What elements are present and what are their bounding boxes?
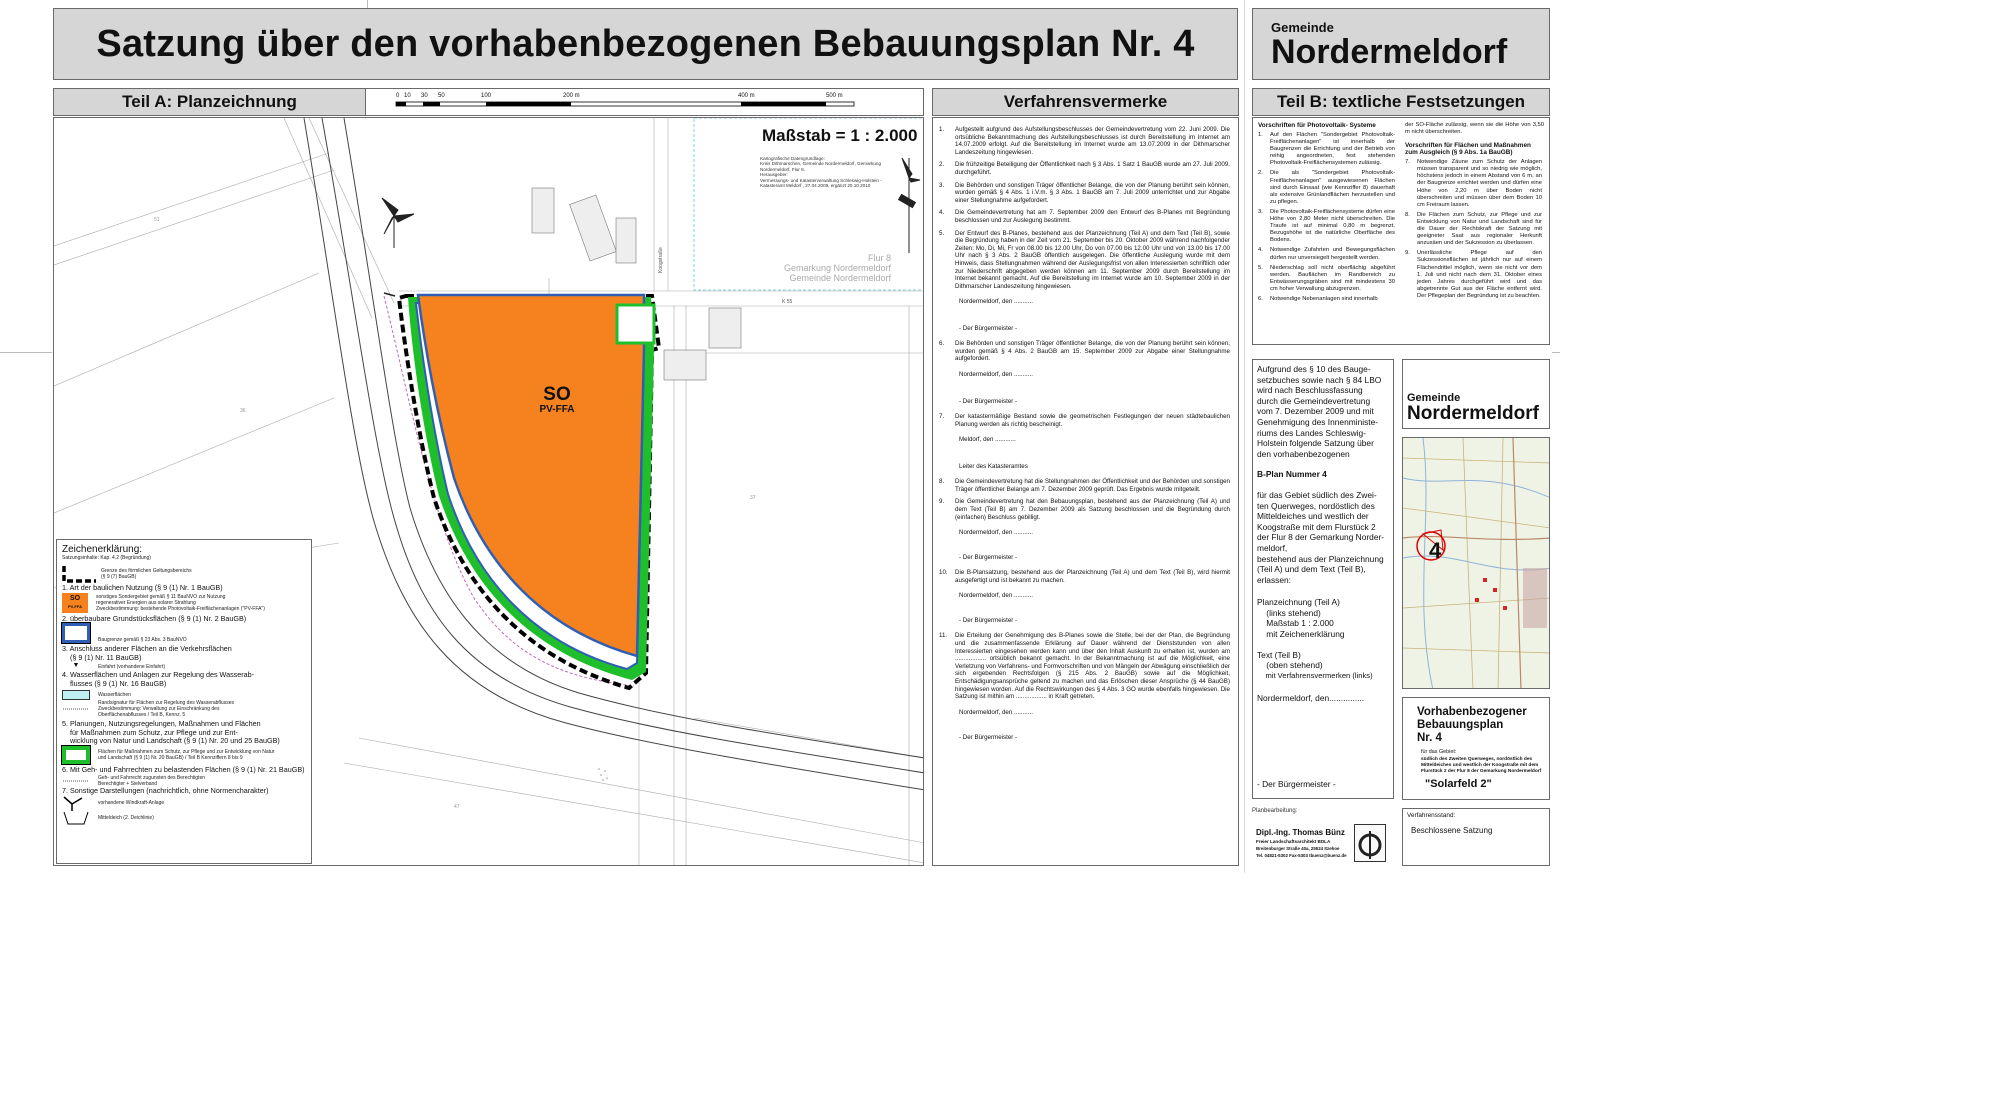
item-text: Die Gemeindevertretung hat den Bebauungsplan, bestehend aus der Planzeichnung (Teil A) und dem Text (Teil B) am 7. Dezember 2009 als Satzung beschlossen und die Begründung durch (einfachen) Beschluss gebilligt. [955,498,1230,521]
item-text: Aufgestellt aufgrund des Aufstellungsbeschlusses der Gemeindevertretung vom 22. Juni 2009. Die ortsübliche Bekanntmachung des Aufstellungsbeschlusses ist durch Bereitstellung im Internet am 14.07.2009 erfolgt. Auf die Bereitstellung im Internet wurde am 13.07.2009 in der Dithmarscher Landeszeitung hingewiesen. [955,126,1230,156]
textlich-item [1258,296,1397,303]
scale-tick: 30 [421,93,428,99]
verfahren-item [939,182,1232,205]
decree-line: Text (Teil B) [1257,649,1301,660]
legend-text: vorhandene Windkraft-Anlage [98,800,165,807]
decree-place: Nordermeldorf, den............... [1257,693,1365,704]
verfahren-item [939,569,1232,584]
item-number: 5. [939,229,945,237]
map-number: 4 [1429,538,1442,563]
textlich-item [1258,209,1397,244]
item-text: Die frühzeitige Beteiligung der Öffentlichkeit nach § 3 Abs. 1 Satz 1 BauGB wurde am 27. Juli 2009. durchgeführt. [955,161,1230,176]
decree-line: Koogstraße mit dem Flurstück 2 [1257,521,1376,532]
decree-line: Holstein folgende Satzung über [1257,438,1374,449]
legend-text: Flächen für Maßnahmen zum Schutz, zur Pflege und zur Entwicklung von Natur [98,748,275,755]
vb-area-line: südlich des Zweiten Querweges, nordöstlich des [1421,757,1533,762]
source-line: Herausgeber: [760,172,788,178]
legend-item-deich [62,811,306,825]
verfahren-header: Verfahrensvermerke [932,88,1239,116]
item-text: Die Erteilung der Genehmigung des B-Planes sowie die Stelle, bei der der Plan, die Begründung und die zusammenfassende Erklärung auf Dauer während der Dienststunden von allen Interessierten eingesehen werden kann und über den Inhalt Auskunft zu erhalten ist, wurden am .................. ortsüblich bekannt gemacht. In der Bekanntmachung ist auf die Möglichkeit, eine Verletzung von Verfahrens- und Formvorschriften und von Mängeln der Abwägung einschließlich der sich ergebenden Rechtsfolgen (§ 215 Abs. 2 BauGB) sowie auf die Möglichkeit, Entschädigungsansprüche geltend zu machen und das Erlöschen dieser Ansprüche (§ 44 BauGB) hingewiesen worden. Auf die Rechtswirkungen des § 4 Abs. 3 GO wurde ebenfalls hingewiesen. Die Satzung ist mithin am .................. in Kraft getreten. [955,632,1230,701]
main-title-box [53,8,1238,80]
scale-tick: 0 [396,93,400,99]
flur-label [781,253,891,283]
item-number: 6. [1258,295,1263,302]
legend-section: wicklung von Natur und Landschaft (§ 9 (1) Nr. 20 und 25 BauGB) [70,736,280,746]
decree-line: bestehend aus der Planzeichnung [1257,553,1384,564]
item-number: 8. [939,478,945,486]
decree-line: (oben stehend) [1257,660,1323,671]
textlich-continuation: der SO-Fläche zulässig, wenn sie die Höhe von 3,50 m nicht überschreiten. [1405,122,1544,136]
textlich-item [1258,265,1397,293]
item-text: Unerlässliche Pflege auf den Sukzessionsflächen ist jährlich nur auf einem Flächendrittel möglich, wenn sie nicht vor dem 1. Juli und nicht nach dem 31. Oktober eines jeden Jahres durchgeführt wird und das abgetrennte Gut aus der Fläche entfernt wird. Der Pflegeplan der Begründung ist zu beachten. [1417,250,1542,299]
item-number: 10. [939,569,948,577]
legend-text: Mitteldeich (2. Deichlinie) [98,815,154,822]
legend-text: Geh- und Fahrrecht zugunsten des Berechtigten [98,774,206,781]
scale-label: Maßstab = 1 : 2.000 [762,126,918,145]
source-line: Kreis Dithmarschen, Gemeinde Nordermeldorf, Gemarkung [760,161,882,167]
textlich-item [1258,247,1397,261]
item-number: 2. [1258,170,1263,177]
legend-item-fahrrecht [62,775,306,787]
verfahren-item [939,340,1232,363]
legend-section: 5. Planungen, Nutzungsregelungen, Maßnahmen und Flächen [62,719,261,729]
item-number: 4. [939,209,945,217]
sidebar-gemeinde-name: Nordermeldorf [1407,403,1539,424]
svg-text:47: 47 [454,804,460,810]
scale-tick: 200 m [563,93,580,99]
scale-tick: 50 [438,93,445,99]
item-text: Notwendige Nebenanlagen sind innerhalb [1270,295,1378,302]
gemeinde-label: Gemeinde [1271,19,1334,35]
decree-line: ten Querweges, nordöstlich des [1257,500,1375,511]
decree-line: (links stehend) [1257,607,1321,618]
gemeinde-title-box [1252,8,1550,80]
legend-text: Baugrenze gemäß § 23 Abs. 3 BauNVO [98,637,187,644]
decree-line: erlassen: [1257,574,1291,585]
legend-section: (§ 9 (1) Nr. 11 BauGB) [70,652,142,662]
scale-tick: 10 [404,93,411,99]
textlich-column-2 [1405,122,1544,340]
item-number: 5. [1258,264,1263,271]
item-text: Die Flächen zum Schutz, zur Pflege und zur Entwicklung von Natur und Landschaft sind für die Dauer der Rechtskraft der Satzung mit geeigneter Saat aus regionaler Herkunft anzusäen und der Sukzession zu überlassen. [1417,211,1542,247]
vb-area-line: Flurstück 2 der Flur 8 der Gemarkung Nordermeldorf [1421,769,1542,774]
item-text: Die Behörden und sonstigen Träger öffentlicher Belange, die von der Planung berührt sein können, wurden gemäß § 4 Abs. 1 i.V.m. § 3 Abs. 1 BauGB am 7. Juli 2009 unterrichtet und zur Abgabe einer Stellungnahme aufgefordert. [955,181,1230,204]
vb-title-line: Nr. 4 [1417,732,1442,744]
textlich-section-title: Vorschriften für Flächen und Maßnahmen zum Ausgleich (§ 9 Abs. 1a BauGB) [1405,142,1531,157]
plan-header: Teil A: Planzeichnung [53,88,366,116]
item-text: Die Gemeindevertretung hat am 7. September 2009 den Entwurf des B-Planes mit Begründung beschlossen und zur Auslegung bestimmt. [955,209,1230,224]
vb-for: für das Gebiet: [1421,749,1457,755]
item-text: Die Behörden und sonstigen Träger öffentlicher Belange, die von der Planung berührt sein können, wurden gemäß § 4 Abs. 2 BauGB am 15. September 2009 zur Abgabe einer Stellungnahme aufgefordert. [955,340,1230,363]
item-text: Die als "Sondergebiet Photovoltaik-Freiflächenanlagen" ausgewiesenen Flächen sind durch Einsaat (wie Kennziffer 8) dauerhaft als extensive Grünlandflächen herzustellen und zu pflegen. [1270,170,1395,205]
item-number: 3. [939,181,945,189]
planer-block [1252,808,1394,866]
decree-panel [1252,359,1394,799]
decree-line: Maßstab 1 : 2.000 [1257,618,1334,629]
flur-line: Gemeinde Nordermeldorf [789,273,891,283]
item-text: Die Photovoltaik-Freiflächensysteme dürfen eine Höhe von 2,80 Meter nicht überschreiten. Die Traufe ist auf minimal 0,80 m begrenzt. Bezugshöhe ist die natürliche Oberfläche des Bodens. [1270,208,1395,244]
legend-text: Berechtigter + Sielverband [98,780,158,787]
vb-title-line: Bebauungsplan [1417,719,1504,731]
item-number: 9. [939,498,945,506]
dike-line-icon [62,811,90,825]
place-date: Nordermeldorf, den ........... [959,529,1033,537]
signature-kataster: Leiter des Katasteramtes [959,463,1028,471]
k55-label: K 55 [782,299,793,305]
signature-mayor: - Der Bürgermeister - [959,325,1018,333]
decree-line: den vorhabenbezogenen [1257,448,1350,459]
source-line: Nordermeldorf, Flur 8. [760,166,805,172]
flur-line: Flur 8 [867,253,891,263]
sidebar-gemeinde-box [1402,359,1550,429]
vb-area [1409,757,1543,775]
decree-line: der Flur 8 der Gemarkung Norder- [1257,532,1385,543]
legend-text: Randsignatur für Flächen zur Regelung des Wasserabflusses [98,700,234,707]
page-title: Satzung über den vorhabenbezogenen Bebauungsplan Nr. 4 [96,22,1195,65]
legend-section: 7. Sonstige Darstellungen (nachrichtlich, ohne Normencharakter) [62,785,269,795]
item-number: 2. [939,161,945,169]
planer-name: Dipl.-Ing. Thomas Bünz [1256,828,1345,837]
so-label: SO [543,384,571,405]
legend-section: für Maßnahmen zum Schutz, zur Pflege und zur Ent- [70,727,238,737]
decree-line: vom 7. Dezember 2009 und mit [1257,406,1374,417]
signature-mayor: - Der Bürgermeister - [959,398,1018,406]
decree-line: Aufgrund des § 10 des Bauge- [1257,364,1371,374]
item-number: 1. [1258,132,1263,138]
textlich-column-1 [1258,122,1397,340]
decree-bplan: B-Plan Nummer 4 [1257,469,1327,480]
legend-section: 3. Anschluss anderer Flächen an die Verkehrsflächen [62,644,232,654]
right-of-way-icon [62,776,90,786]
legend-item-wind [62,795,306,811]
item-number: 8. [1405,211,1410,218]
legend-text: Oberflächenabflusses / Teil B, Kennz. 5 [98,712,186,719]
legend-text: Grenze des förmlichen Geltungsbereichs [101,568,192,574]
frame-line [1244,0,1245,873]
decree-line: mit Zeichenerklärung [1257,629,1345,640]
item-number: 3. [1258,208,1263,215]
textlich-item [1258,170,1397,205]
item-text: Der Entwurf des B-Planes, bestehend aus der Planzeichnung (Teil A) und dem Text (Teil B), sowie die Begründung haben in der Zeit vom 21. September bis 20. Oktober 2009 während nachfolgender Zeiten: Mo, Di, Mi, Fr von 08.00 bis 12.00 Uhr, Do von 07.00 bis 12.00 Uhr und von 13.00 bis 17.00 Uhr nach § 3 Abs. 2 BauGB öffentlich ausgelegen. Die öffentliche Auslegung wurde mit dem Hinweis, dass Stellungnahmen während der Auslegungsfrist von allen Interessierten schriftlich oder zur Niederschrift abgegeben werden können am 11. September 2009 durch Bereitstellung im Internet bekannt gemacht. Auf die Bereitstellung im Internet wurde am 10. September 2009 in der Dithmarscher Landeszeitung hingewiesen. [955,229,1230,290]
legend-text: und Landschaft (§ 9 (1) Nr. 20 BauGB) / Teil B Kennziffern 8 bis 9 [98,754,243,761]
location-map [1402,437,1550,689]
legend-section: 2. überbaubare Grundstücksflächen (§ 9 (1) Nr. 2 BauGB) [62,613,247,623]
legend-text: Zweckbestimmung: Verwaltung zur Einschränkung des [98,706,220,713]
legend-item-ausgleich [62,746,306,764]
planer-title: Freier Landschaftsarchitekt BDLA [1256,839,1331,844]
frame-line [1552,352,1560,353]
item-number: 6. [939,340,945,348]
flur-line: Gemarkung Nordermeldorf [783,263,891,273]
map-source [760,156,920,188]
legend-text: (§ 9 (7) BauGB) [101,574,137,580]
legend-item-wasser [62,690,306,700]
baugrenze-icon [62,623,90,643]
so-sub-label: PV-FFA [539,404,575,415]
item-text: Niederschlag soll nicht oberflächig abgeführt werden. Bauflächen im Randbereich zu Entwässerungsgräben sind mit mindestens 30 cm hoher Verwallung abzugrenzen. [1270,264,1395,292]
verfahren-item [939,209,1232,224]
verfahren-item [939,498,1232,521]
legend-text: sonstiges Sondergebiet gemäß § 11 BauNVO zur Nutzung [96,593,226,600]
place-date: Nordermeldorf, den ........... [959,371,1033,379]
legend-text: Zweckbestimmung: bestehende Photovoltaik-Freiflächenanlagen ("PV-FFA") [96,605,265,612]
sidebar-stand-box [1402,808,1550,866]
so-icon-sub: PV-FFA [67,603,82,609]
verfahren-item [939,478,1232,493]
decree-line: wird nach Beschlussfassung [1257,385,1363,396]
so-area-icon [62,593,88,613]
frame-line [367,0,368,8]
source-line: Kartografische Datengrundlage: [760,156,825,161]
gemeinde-name: Nordermeldorf [1271,32,1508,71]
scale-bar [366,88,924,116]
verfahren-item [939,126,1232,156]
road-label: Koogstraße [658,247,664,273]
decree-line: mit Verfahrensvermerken (links) [1257,670,1373,680]
item-number: 9. [1405,250,1410,257]
textlich-panel [1252,117,1550,345]
legend-section: 4. Wasserflächen und Anlagen zur Regelung des Wasserab- [62,669,255,679]
legend-text: Einfahrt (vorhandene Einfahrt) [98,663,165,670]
planer-logo [1354,824,1386,862]
so-icon-label: SO [69,594,81,602]
place-date-meldorf: Meldorf, den ............ [959,436,1016,444]
plan-panel [53,117,924,866]
water-area-icon [62,690,90,700]
textlich-item [1405,159,1544,209]
legend-section: 6. Mit Geh- und Fahrrechten zu belastenden Flächen (§ 9 (1) Nr. 21 BauGB) [62,764,305,774]
item-number: 11. [939,632,948,640]
place-date: Nordermeldorf, den ........... [959,592,1033,600]
frame-line [0,352,52,353]
source-line: Katasteramt Meldorf , 27.04.2009, ergänzt 20.10.2010 [760,183,871,189]
legend-section: 1. Art der baulichen Nutzung (§ 9 (1) Nr. 1 BauGB) [62,583,223,592]
decree-line: (Teil A) und dem Text (Teil B), [1257,564,1366,575]
legend-item-grenze [62,564,306,584]
planer-logo-icon [1355,825,1385,861]
place-date: Nordermeldorf, den ........... [959,298,1033,306]
decree-line: Mitteldeiches und westlich der [1257,511,1369,522]
location-map-graphic [1403,438,1550,689]
triangle-down-icon: ▼ [72,662,80,670]
item-number: 7. [1405,159,1410,166]
planbearbeitung-label: Planbearbeitung: [1252,808,1298,814]
legend [56,539,312,864]
item-text: Notwendige Zäune zum Schutz der Anlagen müssen transparent und so niedrig wie möglich, höchstens jedoch in einem Abstand von 6 m, an der Baugrenze errichtet werden und dürfen eine Höhe von 2,20 m über Boden nicht überschreiten und müssen über dem Boden 10 cm Freiraum lassen. [1417,159,1542,208]
decree-line: riums des Landes Schleswig- [1257,427,1366,438]
source-line: Vermessungs- und Katasterverwaltung Schleswig-Holstein - [760,177,882,183]
svg-text:36: 36 [240,408,246,414]
item-number: 7. [939,413,945,421]
item-text: Die B-Plansatzung, bestehend aus der Planzeichnung (Teil A) und dem Text (Teil B), wird hiermit ausgefertigt und ist bekannt zu machen. [955,569,1230,584]
legend-title: Zeichenerklärung: [62,544,143,555]
decree-line: für das Gebiet südlich des Zwei- [1257,489,1377,500]
decree-line: meldorf, [1257,542,1288,553]
scale-tick: 100 [481,93,492,99]
decree-line: Planzeichnung (Teil A) [1257,597,1340,608]
vb-title [1409,706,1543,745]
signature-mayor: - Der Bürgermeister - [959,554,1018,562]
edge-signature-icon [62,702,90,716]
planer-tel: Tel. 04821-5302 Fax-5303 tbuenz@buenz.de [1256,853,1347,858]
vb-area-line: Mitteldeiches und westlich der Koogstraße mit dem [1421,763,1539,768]
verfahren-panel [932,117,1239,866]
scale-tick: 400 m [738,93,755,99]
textlich-item [1405,212,1544,247]
item-number: 4. [1258,247,1263,254]
verfahren-item [939,161,1232,176]
wind-turbine-icon [62,795,90,811]
legend-item-so [62,593,306,613]
planer-address: Breitenburger Straße 40a, 25524 Itzehoe [1256,846,1340,851]
verfahren-item [939,632,1232,700]
so-area-label [532,385,582,415]
boundary-line-icon [62,564,98,584]
legend-item-baugrenze [62,623,306,643]
textlich-item [1258,132,1397,167]
legend-text: Wasserflächen [98,692,131,699]
verfahren-item [939,413,1232,428]
decree-line: Genehmigung des Innenministe- [1257,416,1379,427]
scale-tick: 500 m [826,93,843,99]
legend-subtitle: Satzungsinhalte: Kap. 4.2 (Begründung) [62,555,151,561]
textlich-header: Teil B: textliche Festsetzungen [1252,88,1550,116]
sidebar-gemeinde-label: Gemeinde [1407,392,1461,404]
legend-item-rand [62,700,306,718]
vb-name: "Solarfeld 2" [1425,778,1492,790]
sidebar-plan-box [1402,697,1550,800]
item-text: Die Gemeindevertretung hat die Stellungnahmen der Öffentlichkeit und der Behörden und sonstigen Träger öffentlicher Belange am 7. Dezember 2009 geprüft. Das Ergebnis wurde mitgeteilt. [955,478,1230,493]
item-number: 1. [939,126,945,133]
legend-section: flusses (§ 9 (1) Nr. 16 BauGB) [70,678,167,688]
vb-title-line: Vorhabenbezogener [1417,706,1527,718]
decree-mayor: - Der Bürgermeister - [1257,779,1336,790]
item-text: Auf den Flächen "Sondergebiet Photovoltaik-Freiflächenanlagen" ist innerhalb der Baugrenzen die Errichtung und der Betrieb von reihig angeordneten, fest stehenden Photovoltaik-Freiflächensystemen zulässig. [1270,132,1395,167]
svg-text:51: 51 [154,217,160,223]
decree-line: durch die Gemeindevertretung [1257,395,1371,406]
svg-text:37: 37 [750,495,756,501]
place-date: Nordermeldorf, den ........... [959,708,1033,716]
item-text: Notwendige Zufahrten und Bewegungsflächen dürfen nur unversiegelt hergestellt werden. [1270,247,1395,261]
decree-line: setzbuches sowie nach § 84 LBO [1257,374,1382,385]
legend-text: regenerativer Energien aus solarer Strahlung [96,599,196,606]
item-text: Der katastermäßige Bestand sowie die geometrischen Festlegungen der neuen städtebaulichen Planung werden als richtig bescheinigt. [955,413,1230,428]
nature-area-icon [62,746,90,764]
textlich-item [1405,250,1544,300]
signature-mayor: - Der Bürgermeister - [959,733,1018,741]
verfahren-item [939,230,1232,291]
textlich-section-title: Vorschriften für Photovoltaik- Systeme [1258,122,1376,129]
signature-mayor: - Der Bürgermeister - [959,617,1018,625]
stand-label: Verfahrensstand: [1407,812,1456,819]
stand-value: Beschlossene Satzung [1411,826,1493,835]
